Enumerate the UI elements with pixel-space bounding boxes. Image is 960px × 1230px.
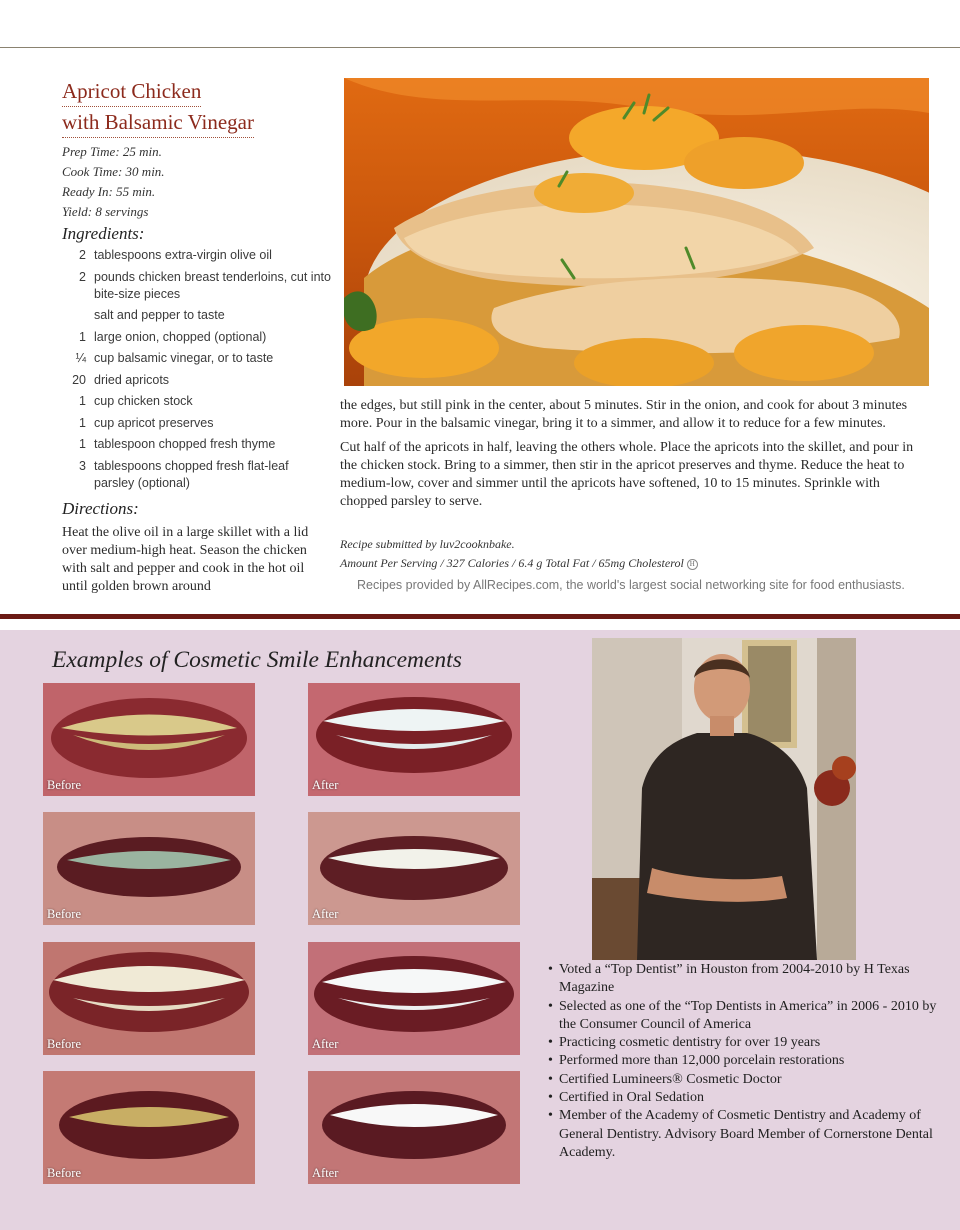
ingredient-qty: 1 bbox=[79, 415, 86, 430]
credentials-list bbox=[548, 961, 948, 1162]
before-label: Before bbox=[47, 907, 82, 921]
ingredient-item bbox=[62, 372, 332, 389]
smile-photo-after bbox=[308, 942, 520, 1055]
yield: Yield: 8 servings bbox=[62, 204, 149, 219]
after-label: After bbox=[312, 1166, 339, 1180]
ingredient-text: tablespoons extra-virgin olive oil bbox=[94, 248, 272, 262]
ready-in: Ready In: 55 min. bbox=[62, 184, 156, 199]
ingredient-text: cup apricot preserves bbox=[94, 415, 214, 430]
top-rule bbox=[0, 47, 960, 48]
recipe-meta bbox=[62, 142, 165, 222]
recipe-title-line1: Apricot Chicken bbox=[62, 76, 201, 107]
ingredient-text: tablespoons chopped fresh flat-leaf parsley (optional) bbox=[94, 458, 289, 490]
ingredient-item bbox=[62, 269, 332, 303]
after-label: After bbox=[312, 778, 339, 792]
directions-heading: Directions: bbox=[62, 499, 139, 518]
ingredient-text: pounds chicken breast tenderloins, cut into bite-size pieces bbox=[94, 269, 331, 301]
ingredient-qty: 3 bbox=[79, 458, 86, 473]
ingredient-text: dried apricots bbox=[94, 372, 170, 387]
before-label: Before bbox=[47, 778, 82, 792]
ingredients-heading: Ingredients: bbox=[62, 224, 145, 243]
ingredient-item bbox=[62, 247, 332, 264]
smile-photo-after bbox=[308, 683, 520, 796]
before-label: Before bbox=[47, 1037, 82, 1051]
before-label: Before bbox=[47, 1166, 82, 1180]
smile-photo-before bbox=[43, 942, 255, 1055]
credential-item: • Certified Lumineers® Cosmetic Doctor bbox=[548, 1071, 948, 1089]
ingredient-qty: 2 bbox=[79, 269, 86, 284]
smile-photo-before bbox=[43, 683, 255, 796]
credential-item: • Voted a “Top Dentist” in Houston from 2004-2010 by H Texas Magazine bbox=[548, 961, 948, 998]
recipe-credit: Recipes provided by AllRecipes.com, the world's largest social networking site for food enthusiasts. bbox=[357, 578, 905, 592]
after-label: After bbox=[312, 1037, 339, 1051]
ingredient-qty bbox=[62, 307, 94, 324]
h-badge-icon: H bbox=[687, 559, 698, 570]
credential-item: • Performed more than 12,000 porcelain restorations bbox=[548, 1052, 948, 1070]
ingredient-item bbox=[62, 458, 332, 492]
credential-item: • Certified in Oral Sedation bbox=[548, 1089, 948, 1107]
ingredient-qty: ¼ bbox=[75, 351, 86, 365]
ingredient-qty: 1 bbox=[79, 437, 86, 451]
credential-item: • Member of the Academy of Cosmetic Dentistry and Academy of General Dentistry. Advisory Board Member of Cornerstone Dental Academy. bbox=[548, 1107, 948, 1162]
directions-text-part1: Heat the olive oil in a large skillet with a lid over medium-high heat. Season the chicken with salt and pepper and cook in the hot oil until golden brown around bbox=[62, 525, 309, 594]
doctor-photo bbox=[592, 638, 856, 960]
directions-continued bbox=[340, 397, 930, 517]
ingredient-item bbox=[62, 415, 332, 432]
smile-photo-after bbox=[308, 812, 520, 925]
ad-title: Examples of Cosmetic Smile Enhancements bbox=[52, 647, 462, 673]
ingredient-text: large onion, chopped (optional) bbox=[94, 329, 267, 344]
section-divider bbox=[0, 614, 960, 619]
ingredient-text: cup chicken stock bbox=[94, 394, 193, 408]
after-label: After bbox=[312, 907, 339, 921]
food-photo bbox=[344, 78, 929, 386]
ingredient-qty: 20 bbox=[72, 372, 86, 387]
ingredient-text: salt and pepper to taste bbox=[94, 308, 225, 322]
ingredient-item bbox=[62, 350, 332, 367]
directions-text-part2: the edges, but still pink in the center, about 5 minutes. Stir in the onion, and cook for about 3 minutes more. Pour in the balsamic vinegar, bring it to a simmer, and allow it to reduce for a few minutes. bbox=[340, 398, 908, 431]
smile-photo-before bbox=[43, 1071, 255, 1184]
smile-photo-after bbox=[308, 1071, 520, 1184]
nutrition-info bbox=[340, 556, 698, 571]
recipe-title bbox=[62, 76, 322, 138]
prep-time: Prep Time: 25 min. bbox=[62, 144, 162, 159]
ingredient-item bbox=[62, 393, 332, 410]
ingredient-qty: 1 bbox=[79, 394, 86, 408]
credential-item: • Selected as one of the “Top Dentists in America” in 2006 - 2010 by the Consumer Council of America bbox=[548, 998, 948, 1035]
credential-item: • Practicing cosmetic dentistry for over 19 years bbox=[548, 1034, 948, 1052]
ingredient-item bbox=[62, 307, 332, 324]
nutrition-text: Amount Per Serving / 327 Calories / 6.4 g Total Fat / 65mg Cholesterol bbox=[340, 556, 684, 570]
ingredient-item bbox=[62, 436, 332, 453]
ingredients-list bbox=[62, 247, 332, 496]
ingredient-text: tablespoon chopped fresh thyme bbox=[94, 437, 276, 451]
cook-time: Cook Time: 30 min. bbox=[62, 164, 165, 179]
ingredient-item bbox=[62, 329, 332, 346]
smile-photo-before bbox=[43, 812, 255, 925]
ingredient-qty: 1 bbox=[79, 329, 86, 344]
recipe-title-line2: with Balsamic Vinegar bbox=[62, 107, 254, 138]
directions-text-part3: Cut half of the apricots in half, leaving the others whole. Place the apricots into the skillet, and pour in the chicken stock. Bring to a simmer, then stir in the apricot preserves and thyme. Reduce the heat to medium-low, cover and simmer until the apricots have softened, 10 to 15 minutes. Sprinkle with chopped parsley to serve. bbox=[340, 440, 914, 509]
recipe-submitted-by: Recipe submitted by luv2cooknbake. bbox=[340, 537, 515, 551]
ingredient-qty: 2 bbox=[79, 248, 86, 262]
ingredient-text: cup balsamic vinegar, or to taste bbox=[94, 351, 274, 365]
